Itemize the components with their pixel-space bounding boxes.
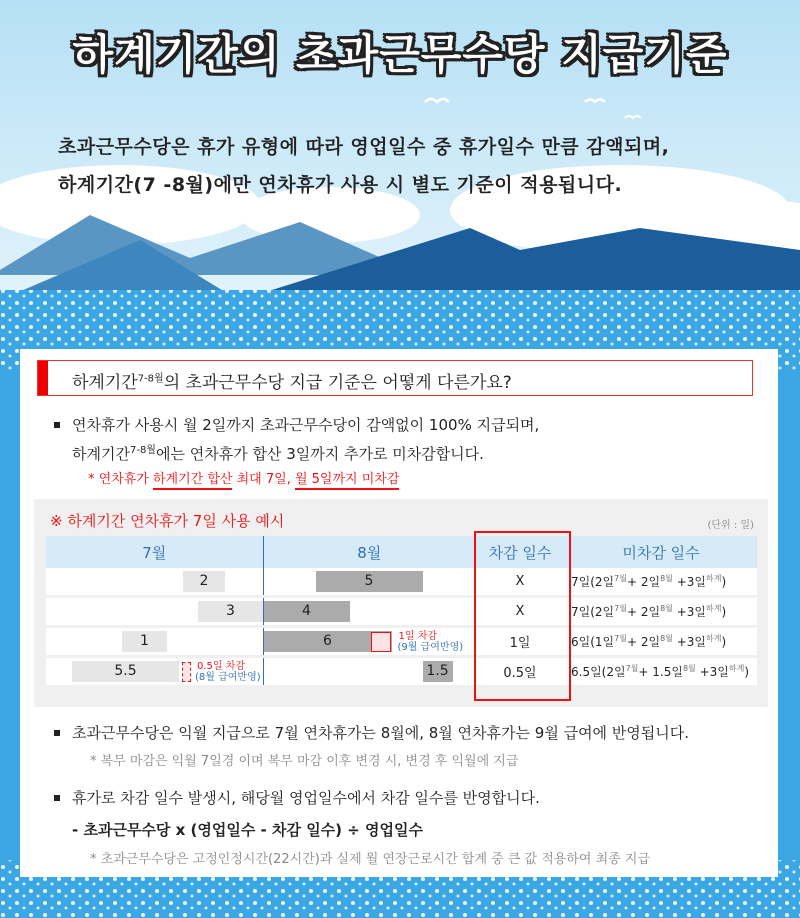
header-july: 7월: [46, 536, 263, 568]
bullet-payment-timing: [72, 720, 689, 746]
table-row: [46, 657, 757, 687]
content-panel: [20, 349, 778, 877]
bullet2-text: 초과근무수당은 익월 지급으로 7월 연차휴가는 8월에, 8월 연차휴가는 9월 급여에 반영됩니다.: [72, 724, 690, 742]
table-row: [46, 568, 757, 597]
bullet-dot: [54, 422, 60, 428]
example-box: [34, 499, 768, 707]
bullet-annual-leave: [72, 412, 539, 467]
header-deduct: 차감 일수: [475, 536, 565, 568]
deduct-note: 0.5일 차감: [197, 661, 246, 672]
august-bar: 6: [264, 631, 392, 652]
deduct-cell: 1일: [475, 627, 565, 657]
formula: - 초과근무수당 x (영업일수 - 차감 일수) ÷ 영업일수: [72, 821, 424, 839]
deduct-note: 1일 차감: [398, 631, 438, 642]
deduct-cell: X: [475, 568, 565, 597]
heading-text-pre: 하계기간: [72, 373, 138, 393]
july-bar: 5.5: [72, 661, 179, 682]
bullet1-line2-pre: 하계기간: [72, 445, 130, 463]
bullet1-line1: 연차휴가 사용시 월 2일까지 초과근무수당이 감액없이 100% 지급되며,: [72, 416, 540, 434]
bullet3-text: 휴가로 차감 일수 발생시, 해당월 영업일수에서 차감 일수를 반영합니다.: [72, 789, 540, 807]
deducted-half-day-marker: [182, 662, 191, 682]
example-title: ※ 하계기간 연차휴가 7일 사용 예시: [50, 512, 285, 530]
red-note: [88, 468, 399, 487]
example-table: [46, 536, 757, 688]
deducted-day-marker: [371, 632, 391, 652]
table-row: [46, 627, 757, 657]
header-august: 8월: [263, 536, 475, 568]
august-bar: 1.5: [423, 661, 453, 682]
intro-line-2: 하계기간(7 -8월)에만 연차휴가 사용 시 별도 기준이 적용됩니다.: [58, 174, 623, 196]
deduct-cell: X: [475, 597, 565, 627]
july-bar: 3: [198, 601, 263, 622]
bullet-dot: [54, 730, 60, 736]
august-bar: 5: [316, 571, 423, 592]
deduct-note-sub: (8월 급여반영): [195, 672, 261, 683]
nondeduct-cell: 6.5일(2일$^{7월}$+ 1.5일$^{8월}$ +3일$^{하계}$): [565, 657, 757, 687]
july-bar: 1: [122, 631, 167, 652]
unit-label: (단위 : 일): [707, 520, 754, 531]
red-note-underline-2: 월 5일까지 미차감: [295, 472, 399, 490]
bullet1-line2-post: 에는 연차휴가 합산 3일까지 추가로 미차감합니다.: [155, 445, 484, 463]
section-heading: [37, 360, 753, 396]
red-note-underline-1: 하계기간 합산: [153, 472, 232, 490]
heading-text-post: 의 초과근무수당 지급 기준은 어떻게 다른가요?: [163, 373, 512, 393]
bullet3-note: * 초과근무수당은 고정인정시간(22시간)과 실제 월 연장근로시간 합계 중 큰 값 적용하여 최종 지급: [90, 852, 650, 867]
table-row: [46, 597, 757, 627]
bullet-deduction-rule: [72, 785, 540, 811]
heading-accent-bar: [38, 361, 48, 395]
nondeduct-cell: 7일(2일$^{7월}$+ 2일$^{8월}$ +3일$^{하계}$): [565, 568, 757, 597]
red-note-c: 최대 7일,: [232, 472, 295, 487]
deduct-column-highlight: [474, 531, 571, 701]
header-nondeduct: 미차감 일수: [565, 536, 757, 568]
bullet2-note: * 복무 마감은 익월 7일경 이며 복무 마감 이후 변경 시, 변경 후 익월에 지급: [90, 754, 519, 769]
deduct-cell: 0.5일: [475, 657, 565, 687]
bullet1-sup: 7-8월: [129, 445, 156, 456]
intro-line-1: 초과근무수당은 휴가 유형에 따라 영업일수 중 휴가일수 만큼 감액되며,: [58, 136, 670, 158]
july-bar: 2: [183, 571, 225, 592]
red-note-a: * 연차휴가: [88, 472, 153, 487]
table-header-row: [46, 536, 757, 568]
deduct-note-sub: (9월 급여반영): [397, 642, 464, 653]
august-bar: 4: [264, 601, 350, 622]
bullet-dot: [54, 795, 60, 801]
page-title: 하계기간의 초과근무수당 지급기준: [72, 30, 728, 79]
intro-text: [58, 128, 778, 204]
nondeduct-cell: 7일(2일$^{7월}$+ 2일$^{8월}$ +3일$^{하계}$): [565, 597, 757, 627]
heading-sup: 7-8월: [137, 373, 164, 385]
nondeduct-cell: 6일(1일$^{7월}$+ 2일$^{8월}$ +3일$^{하계}$): [565, 627, 757, 657]
